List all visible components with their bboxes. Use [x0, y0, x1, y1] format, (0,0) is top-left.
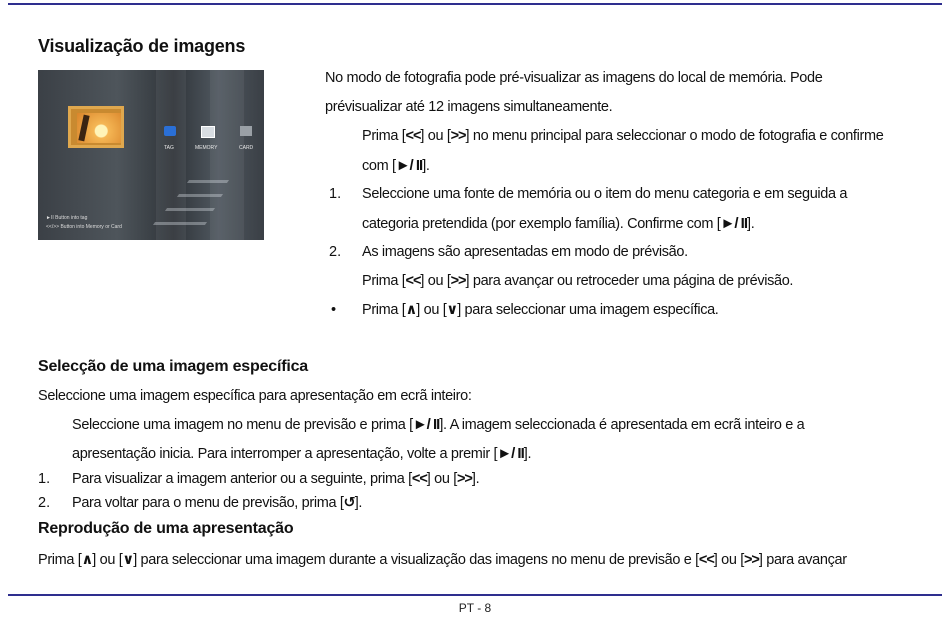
tag-label: TAG: [164, 145, 174, 151]
down-glyph: ∨: [446, 302, 458, 318]
stair-step: [187, 180, 229, 183]
back-glyph: ↺: [343, 495, 355, 511]
up-glyph: ∧: [81, 552, 93, 568]
play-pause-glyph: ►/ II: [497, 445, 524, 462]
intro-line-2: prévisualizar até 12 imagens simultaneamente.: [325, 99, 613, 115]
hint-tag: ►II Button into tag: [46, 215, 88, 221]
section2-item-1: Para visualizar a imagem anterior ou a seguinte, prima [<<] ou [>>].: [72, 471, 480, 487]
section2-intro: Seleccione uma imagem específica para apresentação em ecrã inteiro:: [38, 388, 472, 404]
section2-item-1-number: 1.: [38, 471, 51, 487]
section2-para-line-1: Seleccione uma imagem no menu de previsão e prima [►/ II]. A imagem seleccionada é apresentada em ecrã inteiro e a: [72, 416, 805, 433]
hint-memory-card: <</>> Button into Memory or Card: [46, 224, 122, 230]
section2-para-line-2: apresentação inicia. Para interromper a apresentação, volte a premir [►/ II].: [72, 445, 532, 462]
card-icon: [240, 126, 252, 136]
stair-step: [177, 194, 223, 197]
prev-glyph: <<: [405, 128, 421, 144]
play-pause-glyph: ►/ II: [720, 215, 748, 232]
step-0-line-2: com [►/ II].: [362, 157, 430, 174]
step-1-line-2: categoria pretendida (por exemplo família). Confirme com [►/ II].: [362, 215, 755, 232]
prev-glyph: <<: [405, 273, 421, 289]
step-2-line-2: Prima [<<] ou [>>] para avançar ou retroceder uma página de prévisão.: [362, 273, 794, 289]
page-number: PT - 8: [458, 601, 492, 615]
stair-step: [165, 208, 215, 211]
card-label: CARD: [239, 145, 254, 151]
memory-label: MEMORY: [195, 145, 218, 151]
section-title-select-image: Selecção de uma imagem específica: [38, 358, 308, 375]
next-glyph: >>: [743, 552, 759, 568]
up-glyph: ∧: [405, 302, 417, 318]
step-3-line: Prima [∧] ou [∨] para seleccionar uma imagem específica.: [362, 302, 719, 318]
section3-line: Prima [∧] ou [∨] para seleccionar uma imagem durante a visualização das imagens no menu de previsão e [<<] ou [>>] para avançar: [38, 552, 847, 568]
tag-folder-icon: [164, 126, 176, 136]
page-title: Visualização de imagens: [38, 36, 246, 56]
bottom-rule: [8, 594, 942, 596]
step-2-line-1: As imagens são apresentadas em modo de prévisão.: [362, 244, 688, 260]
sunset-photo-thumbnail: [68, 106, 124, 148]
bullet: •: [331, 302, 337, 318]
down-glyph: ∨: [122, 552, 134, 568]
play-pause-glyph: ►/ II: [395, 157, 423, 174]
next-glyph: >>: [450, 128, 466, 144]
play-pause-glyph: ►/ II: [412, 416, 440, 433]
step-2-number: 2.: [329, 244, 342, 260]
memory-card-icon: [201, 126, 215, 138]
section2-item-2-number: 2.: [38, 495, 51, 511]
next-glyph: >>: [450, 273, 466, 289]
step-1-line-1: Seleccione uma fonte de memória ou o item do menu categoria e em seguida a: [362, 186, 848, 202]
section-title-slideshow: Reprodução de uma apresentação: [38, 520, 294, 537]
glass-pane: [156, 70, 186, 240]
stair-step: [153, 222, 207, 225]
prev-glyph: <<: [411, 471, 427, 487]
section2-item-2: Para voltar para o menu de previsão, prima [↺].: [72, 495, 363, 511]
top-rule: [8, 3, 942, 5]
step-0-line-1: Prima [<<] ou [>>] no menu principal para seleccionar o modo de fotografia e confirme: [362, 128, 884, 144]
photo-mode-screenshot: [38, 70, 264, 240]
glass-pane: [210, 70, 244, 240]
next-glyph: >>: [456, 471, 472, 487]
intro-line-1: No modo de fotografia pode pré-visualizar as imagens do local de memória. Pode: [325, 70, 823, 86]
step-1-number: 1.: [329, 186, 342, 202]
prev-glyph: <<: [698, 552, 714, 568]
